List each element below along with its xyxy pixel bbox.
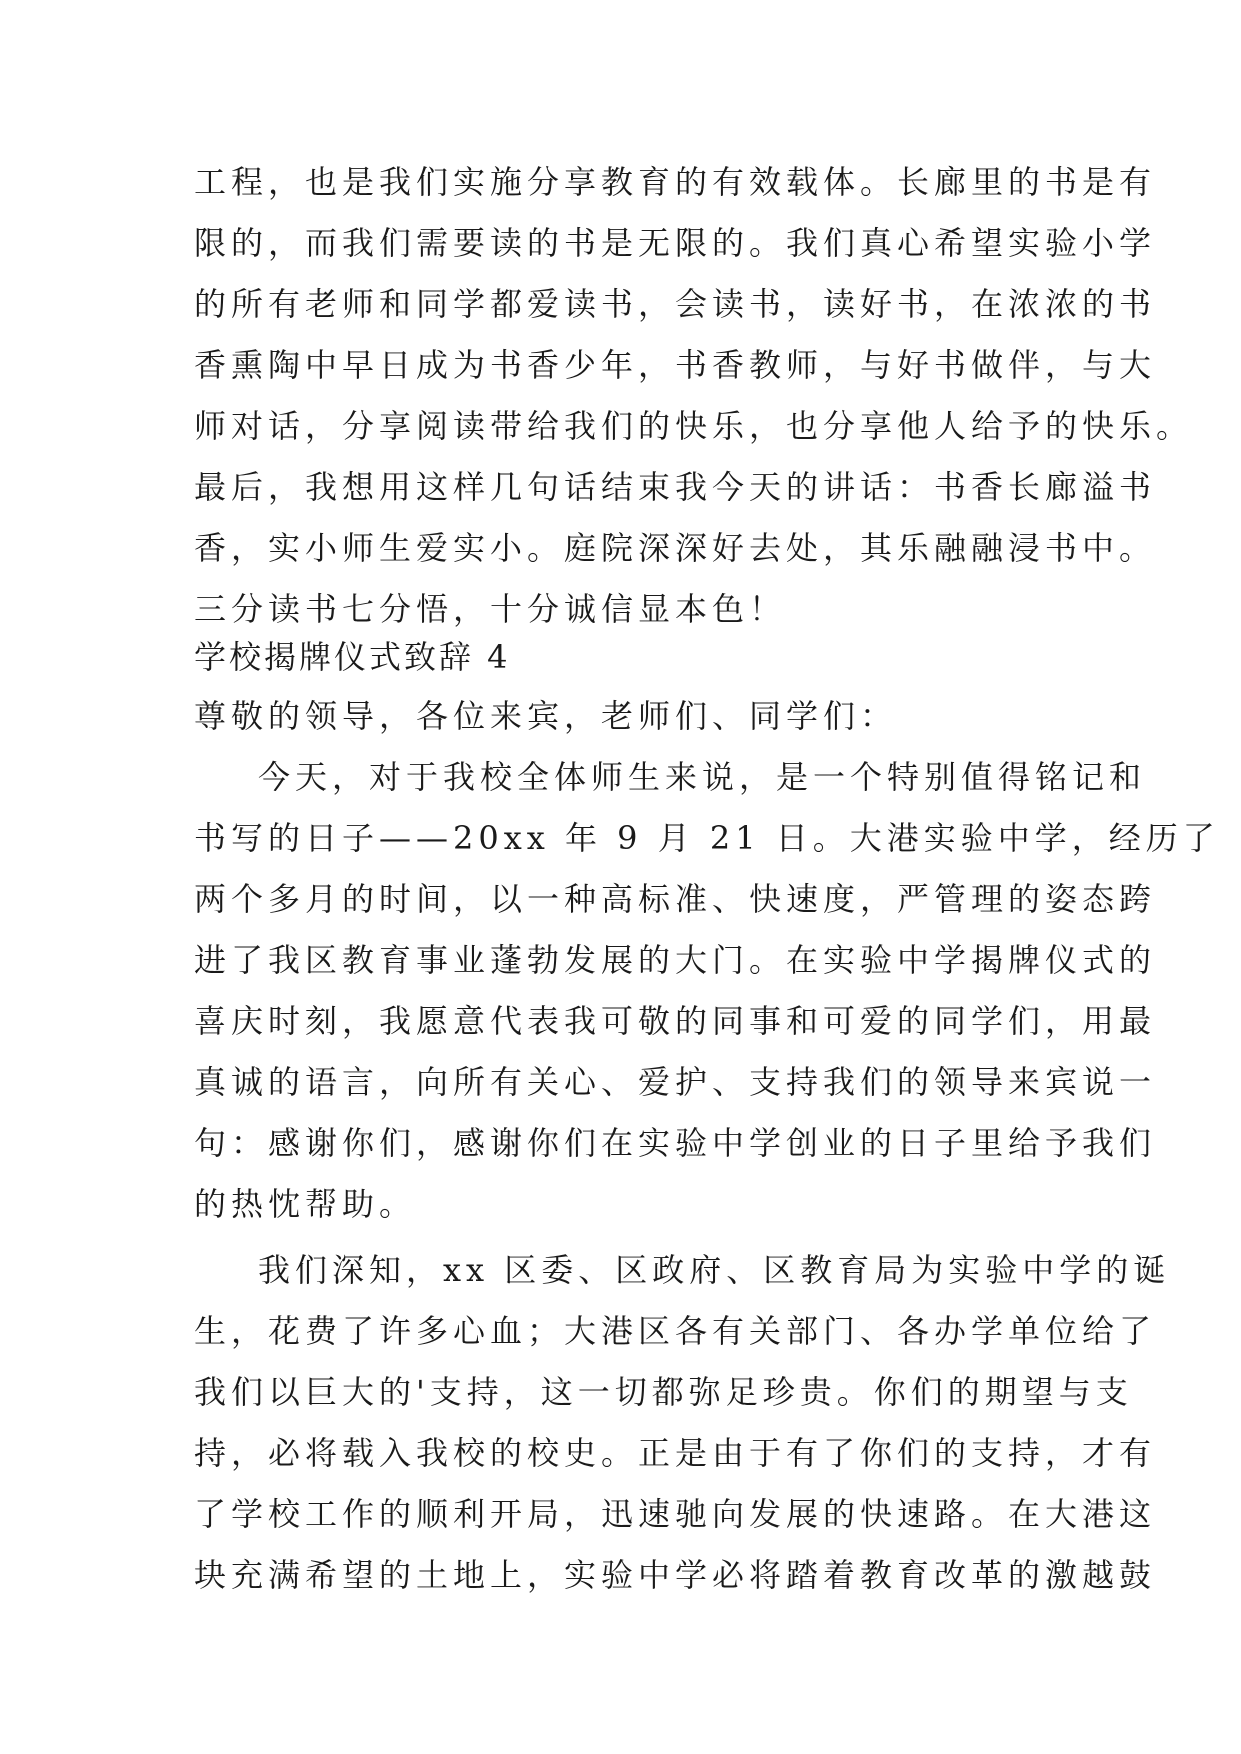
salutation: 尊敬的领导，各位来宾，老师们、同学们： [194,697,898,735]
text-line: 了学校工作的顺利开局，迅速驰向发展的快速路。在大港这 [194,1495,1157,1533]
paragraph-first-line: 今天，对于我校全体师生来说，是一个特别值得铭记和 [258,758,1147,796]
text-line: 最后，我想用这样几句话结束我今天的讲话：书香长廊溢书 [194,468,1157,506]
text-line: 的所有老师和同学都爱读书，会读书，读好书，在浓浓的书 [194,285,1157,323]
text-line: 的热忱帮助。 [194,1185,417,1223]
text-line: 持，必将载入我校的校史。正是由于有了你们的支持，才有 [194,1434,1157,1472]
text-line: 限的，而我们需要读的书是无限的。我们真心希望实验小学 [194,224,1157,262]
text-line: 师对话，分享阅读带给我们的快乐，也分享他人给予的快乐。 [194,407,1194,445]
text-line: 工程，也是我们实施分享教育的有效载体。长廊里的书是有 [194,163,1157,201]
text-line: 香，实小师生爱实小。庭院深深好去处，其乐融融浸书中。 [194,529,1157,567]
text-line: 句：感谢你们，感谢你们在实验中学创业的日子里给予我们 [194,1124,1157,1162]
text-line: 生，花费了许多心血；大港区各有关部门、各办学单位给了 [194,1312,1157,1350]
text-line: 两个多月的时间，以一种高标准、快速度，严管理的姿态跨 [194,880,1157,918]
paragraph-first-line: 我们深知，xx 区委、区政府、区教育局为实验中学的诞 [258,1251,1171,1289]
text-line: 块充满希望的土地上，实验中学必将踏着教育改革的激越鼓 [194,1556,1157,1594]
text-line: 进了我区教育事业蓬勃发展的大门。在实验中学揭牌仪式的 [194,941,1157,979]
text-line: 香熏陶中早日成为书香少年，书香教师，与好书做伴，与大 [194,346,1157,384]
section-heading: 学校揭牌仪式致辞 4 [194,638,511,676]
text-line: 我们以巨大的'支持，这一切都弥足珍贵。你们的期望与支 [194,1373,1133,1411]
text-line: 书写的日子——20xx 年 9 月 21 日。大港实验中学，经历了 [194,819,1220,857]
text-line: 真诚的语言，向所有关心、爱护、支持我们的领导来宾说一 [194,1063,1157,1101]
text-line: 喜庆时刻，我愿意代表我可敬的同事和可爱的同学们，用最 [194,1002,1157,1040]
text-line: 三分读书七分悟，十分诚信显本色！ [194,590,787,628]
